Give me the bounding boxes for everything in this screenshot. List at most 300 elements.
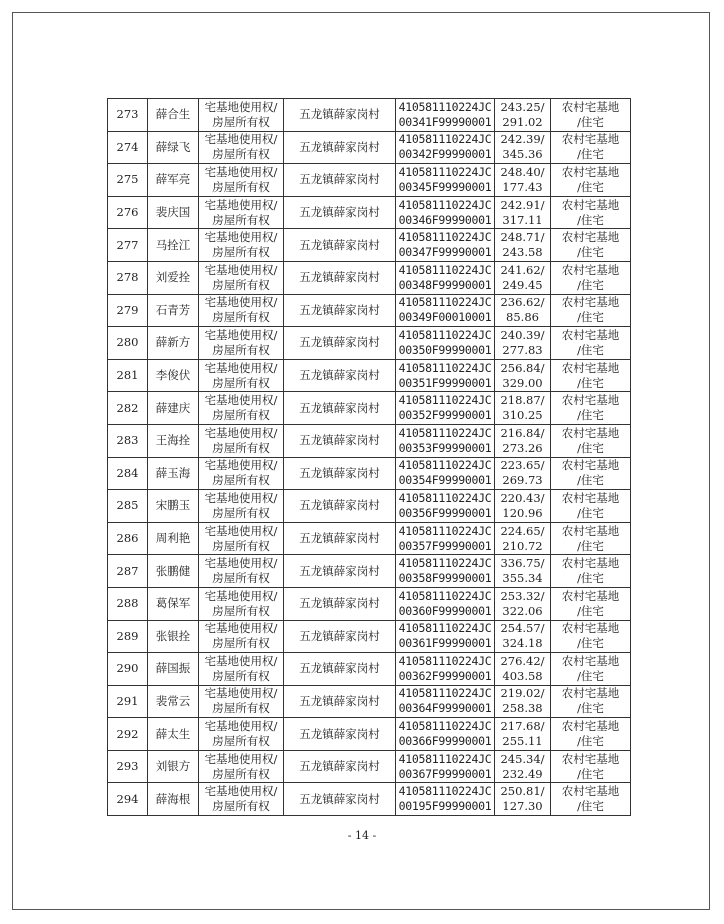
usage-line: 农村宅基地 bbox=[561, 523, 620, 538]
row-number-cell: 290 bbox=[108, 653, 148, 686]
unit-code-cell bbox=[396, 164, 495, 197]
unit-code-cell bbox=[396, 196, 495, 229]
row-number-cell: 292 bbox=[108, 718, 148, 751]
unit-code-line: 410581110224JC bbox=[398, 99, 492, 114]
owner-name-cell: 刘银方 bbox=[148, 750, 199, 783]
usage-line: /住宅 bbox=[577, 668, 604, 683]
table-row bbox=[108, 196, 631, 229]
table-row bbox=[108, 457, 631, 490]
unit-code-line: 00348F99990001 bbox=[398, 277, 492, 292]
unit-code-line: 410581110224JC bbox=[398, 164, 492, 179]
unit-code-line: 410581110224JC bbox=[398, 327, 492, 342]
row-number-cell: 277 bbox=[108, 229, 148, 262]
table-row bbox=[108, 359, 631, 392]
area-line: 224.65/ bbox=[500, 523, 545, 538]
unit-code-line: 410581110224JC bbox=[398, 490, 492, 505]
right-type-cell bbox=[199, 718, 284, 751]
usage-line: /住宅 bbox=[577, 408, 604, 423]
right-type-cell bbox=[199, 555, 284, 588]
usage-line: 农村宅基地 bbox=[561, 295, 620, 310]
usage-line: /住宅 bbox=[577, 603, 604, 618]
area-line: 240.39/ bbox=[500, 327, 545, 342]
unit-code-line: 00353F99990001 bbox=[398, 440, 492, 455]
right-type-line: 房屋所有权 bbox=[212, 212, 270, 227]
usage-cell bbox=[551, 131, 631, 164]
right-type-line: 宅基地使用权/ bbox=[204, 719, 278, 734]
right-type-cell bbox=[199, 424, 284, 457]
owner-name-cell: 薛合生 bbox=[148, 99, 199, 132]
location-cell: 五龙镇薛家岗村 bbox=[284, 424, 396, 457]
table-row bbox=[108, 490, 631, 523]
unit-code-line: 00354F99990001 bbox=[398, 473, 492, 488]
location-cell: 五龙镇薛家岗村 bbox=[284, 718, 396, 751]
area-line: 277.83 bbox=[502, 342, 543, 357]
right-type-line: 宅基地使用权/ bbox=[204, 653, 278, 668]
area-cell bbox=[495, 457, 551, 490]
row-number-cell: 286 bbox=[108, 522, 148, 555]
right-type-cell bbox=[199, 359, 284, 392]
usage-line: 农村宅基地 bbox=[561, 784, 620, 799]
table-row bbox=[108, 783, 631, 816]
right-type-line: 宅基地使用权/ bbox=[204, 164, 278, 179]
row-number-cell: 279 bbox=[108, 294, 148, 327]
unit-code-cell bbox=[396, 294, 495, 327]
right-type-cell bbox=[199, 620, 284, 653]
right-type-cell bbox=[199, 294, 284, 327]
right-type-cell bbox=[199, 327, 284, 360]
right-type-line: 房屋所有权 bbox=[212, 668, 270, 683]
row-number-cell: 282 bbox=[108, 392, 148, 425]
page-number: - 14 - bbox=[347, 829, 377, 842]
right-type-cell bbox=[199, 99, 284, 132]
usage-line: /住宅 bbox=[577, 179, 604, 194]
usage-line: 农村宅基地 bbox=[561, 751, 620, 766]
unit-code-cell bbox=[396, 131, 495, 164]
right-type-line: 宅基地使用权/ bbox=[204, 295, 278, 310]
right-type-line: 房屋所有权 bbox=[212, 505, 270, 520]
unit-code-line: 00357F99990001 bbox=[398, 538, 492, 553]
area-line: 236.62/ bbox=[500, 295, 545, 310]
area-cell bbox=[495, 99, 551, 132]
area-line: 273.26 bbox=[502, 440, 543, 455]
area-cell bbox=[495, 294, 551, 327]
area-line: 403.58 bbox=[502, 668, 543, 683]
location-cell: 五龙镇薛家岗村 bbox=[284, 783, 396, 816]
area-line: 232.49 bbox=[502, 766, 543, 781]
owner-name-cell: 马拴江 bbox=[148, 229, 199, 262]
area-line: 250.81/ bbox=[500, 784, 545, 799]
right-type-line: 宅基地使用权/ bbox=[204, 490, 278, 505]
table-row bbox=[108, 131, 631, 164]
usage-line: /住宅 bbox=[577, 701, 604, 716]
row-number-cell: 283 bbox=[108, 424, 148, 457]
usage-line: 农村宅基地 bbox=[561, 393, 620, 408]
usage-line: /住宅 bbox=[577, 473, 604, 488]
right-type-line: 宅基地使用权/ bbox=[204, 360, 278, 375]
area-line: 249.45 bbox=[502, 277, 543, 292]
usage-cell bbox=[551, 750, 631, 783]
unit-code-line: 00345F99990001 bbox=[398, 179, 492, 194]
right-type-line: 房屋所有权 bbox=[212, 375, 270, 390]
usage-cell bbox=[551, 229, 631, 262]
owner-name-cell: 薛海根 bbox=[148, 783, 199, 816]
right-type-line: 房屋所有权 bbox=[212, 603, 270, 618]
area-cell bbox=[495, 359, 551, 392]
row-number-cell: 273 bbox=[108, 99, 148, 132]
unit-code-line: 00346F99990001 bbox=[398, 212, 492, 227]
table-row bbox=[108, 424, 631, 457]
area-line: 336.75/ bbox=[500, 556, 545, 571]
unit-code-line: 410581110224JC bbox=[398, 360, 492, 375]
table-row bbox=[108, 555, 631, 588]
right-type-cell bbox=[199, 783, 284, 816]
usage-line: /住宅 bbox=[577, 571, 604, 586]
usage-line: 农村宅基地 bbox=[561, 556, 620, 571]
area-cell bbox=[495, 327, 551, 360]
location-cell: 五龙镇薛家岗村 bbox=[284, 750, 396, 783]
area-line: 242.39/ bbox=[500, 132, 545, 147]
table-row bbox=[108, 718, 631, 751]
location-cell: 五龙镇薛家岗村 bbox=[284, 261, 396, 294]
unit-code-line: 00352F99990001 bbox=[398, 408, 492, 423]
right-type-cell bbox=[199, 587, 284, 620]
usage-cell bbox=[551, 294, 631, 327]
right-type-line: 房屋所有权 bbox=[212, 440, 270, 455]
unit-code-line: 00362F99990001 bbox=[398, 668, 492, 683]
usage-line: 农村宅基地 bbox=[561, 197, 620, 212]
owner-name-cell: 薛国振 bbox=[148, 653, 199, 686]
table-row bbox=[108, 587, 631, 620]
usage-line: 农村宅基地 bbox=[561, 99, 620, 114]
right-type-cell bbox=[199, 685, 284, 718]
property-registry-table bbox=[107, 98, 631, 816]
right-type-line: 房屋所有权 bbox=[212, 766, 270, 781]
right-type-line: 房屋所有权 bbox=[212, 342, 270, 357]
usage-cell bbox=[551, 490, 631, 523]
area-cell bbox=[495, 424, 551, 457]
area-line: 258.38 bbox=[502, 701, 543, 716]
unit-code-cell bbox=[396, 359, 495, 392]
usage-cell bbox=[551, 653, 631, 686]
unit-code-line: 410581110224JC bbox=[398, 132, 492, 147]
area-line: 291.02 bbox=[502, 114, 543, 129]
usage-line: 农村宅基地 bbox=[561, 262, 620, 277]
unit-code-line: 00342F99990001 bbox=[398, 147, 492, 162]
right-type-line: 房屋所有权 bbox=[212, 310, 270, 325]
table-body bbox=[108, 99, 631, 816]
unit-code-line: 00360F99990001 bbox=[398, 603, 492, 618]
owner-name-cell: 裴常云 bbox=[148, 685, 199, 718]
right-type-line: 宅基地使用权/ bbox=[204, 784, 278, 799]
area-line: 254.57/ bbox=[500, 621, 545, 636]
unit-code-cell bbox=[396, 685, 495, 718]
right-type-line: 宅基地使用权/ bbox=[204, 197, 278, 212]
row-number-cell: 276 bbox=[108, 196, 148, 229]
usage-cell bbox=[551, 522, 631, 555]
unit-code-line: 00361F99990001 bbox=[398, 636, 492, 651]
unit-code-cell bbox=[396, 555, 495, 588]
right-type-line: 宅基地使用权/ bbox=[204, 751, 278, 766]
owner-name-cell: 石青芳 bbox=[148, 294, 199, 327]
row-number-cell: 275 bbox=[108, 164, 148, 197]
area-line: 324.18 bbox=[502, 636, 543, 651]
usage-cell bbox=[551, 327, 631, 360]
table-row bbox=[108, 229, 631, 262]
owner-name-cell: 张鹏健 bbox=[148, 555, 199, 588]
right-type-line: 房屋所有权 bbox=[212, 179, 270, 194]
owner-name-cell: 宋鹏玉 bbox=[148, 490, 199, 523]
owner-name-cell: 葛保军 bbox=[148, 587, 199, 620]
usage-line: 农村宅基地 bbox=[561, 588, 620, 603]
unit-code-line: 410581110224JC bbox=[398, 621, 492, 636]
usage-cell bbox=[551, 718, 631, 751]
row-number-cell: 285 bbox=[108, 490, 148, 523]
usage-line: /住宅 bbox=[577, 245, 604, 260]
area-cell bbox=[495, 196, 551, 229]
usage-cell bbox=[551, 424, 631, 457]
unit-code-line: 00366F99990001 bbox=[398, 734, 492, 749]
right-type-line: 房屋所有权 bbox=[212, 701, 270, 716]
usage-line: 农村宅基地 bbox=[561, 230, 620, 245]
unit-code-line: 00351F99990001 bbox=[398, 375, 492, 390]
row-number-cell: 294 bbox=[108, 783, 148, 816]
area-line: 210.72 bbox=[502, 538, 543, 553]
usage-line: /住宅 bbox=[577, 375, 604, 390]
row-number-cell: 280 bbox=[108, 327, 148, 360]
area-line: 245.34/ bbox=[500, 751, 545, 766]
unit-code-line: 00347F99990001 bbox=[398, 245, 492, 260]
usage-cell bbox=[551, 457, 631, 490]
area-line: 355.34 bbox=[502, 571, 543, 586]
table-row bbox=[108, 261, 631, 294]
row-number-cell: 289 bbox=[108, 620, 148, 653]
unit-code-cell bbox=[396, 229, 495, 262]
row-number-cell: 288 bbox=[108, 587, 148, 620]
unit-code-line: 410581110224JC bbox=[398, 751, 492, 766]
area-line: 220.43/ bbox=[500, 490, 545, 505]
right-type-line: 房屋所有权 bbox=[212, 636, 270, 651]
right-type-cell bbox=[199, 457, 284, 490]
right-type-line: 房屋所有权 bbox=[212, 538, 270, 553]
row-number-cell: 287 bbox=[108, 555, 148, 588]
row-number-cell: 293 bbox=[108, 750, 148, 783]
location-cell: 五龙镇薛家岗村 bbox=[284, 196, 396, 229]
area-cell bbox=[495, 229, 551, 262]
usage-cell bbox=[551, 99, 631, 132]
table-row bbox=[108, 620, 631, 653]
owner-name-cell: 张银拴 bbox=[148, 620, 199, 653]
area-line: 317.11 bbox=[502, 212, 543, 227]
right-type-cell bbox=[199, 196, 284, 229]
usage-line: /住宅 bbox=[577, 277, 604, 292]
area-cell bbox=[495, 685, 551, 718]
unit-code-cell bbox=[396, 327, 495, 360]
unit-code-line: 410581110224JC bbox=[398, 784, 492, 799]
usage-line: 农村宅基地 bbox=[561, 360, 620, 375]
area-line: 241.62/ bbox=[500, 262, 545, 277]
right-type-line: 房屋所有权 bbox=[212, 799, 270, 814]
area-cell bbox=[495, 587, 551, 620]
unit-code-cell bbox=[396, 490, 495, 523]
unit-code-line: 410581110224JC bbox=[398, 230, 492, 245]
area-line: 120.96 bbox=[502, 505, 543, 520]
unit-code-cell bbox=[396, 653, 495, 686]
unit-code-line: 410581110224JC bbox=[398, 686, 492, 701]
owner-name-cell: 李俊伏 bbox=[148, 359, 199, 392]
usage-cell bbox=[551, 685, 631, 718]
right-type-cell bbox=[199, 750, 284, 783]
owner-name-cell: 薛玉海 bbox=[148, 457, 199, 490]
table-row bbox=[108, 750, 631, 783]
area-cell bbox=[495, 718, 551, 751]
area-line: 217.68/ bbox=[500, 719, 545, 734]
unit-code-cell bbox=[396, 392, 495, 425]
location-cell: 五龙镇薛家岗村 bbox=[284, 131, 396, 164]
location-cell: 五龙镇薛家岗村 bbox=[284, 99, 396, 132]
location-cell: 五龙镇薛家岗村 bbox=[284, 587, 396, 620]
unit-code-line: 410581110224JC bbox=[398, 393, 492, 408]
right-type-line: 房屋所有权 bbox=[212, 734, 270, 749]
row-number-cell: 274 bbox=[108, 131, 148, 164]
area-line: 216.84/ bbox=[500, 425, 545, 440]
unit-code-cell bbox=[396, 587, 495, 620]
owner-name-cell: 刘爱拴 bbox=[148, 261, 199, 294]
usage-cell bbox=[551, 164, 631, 197]
location-cell: 五龙镇薛家岗村 bbox=[284, 653, 396, 686]
location-cell: 五龙镇薛家岗村 bbox=[284, 164, 396, 197]
unit-code-line: 410581110224JC bbox=[398, 523, 492, 538]
table-row bbox=[108, 327, 631, 360]
unit-code-cell bbox=[396, 424, 495, 457]
usage-line: /住宅 bbox=[577, 799, 604, 814]
unit-code-cell bbox=[396, 750, 495, 783]
usage-cell bbox=[551, 392, 631, 425]
right-type-line: 宅基地使用权/ bbox=[204, 262, 278, 277]
area-cell bbox=[495, 555, 551, 588]
area-cell bbox=[495, 620, 551, 653]
usage-line: 农村宅基地 bbox=[561, 490, 620, 505]
unit-code-line: 00349F00010001 bbox=[398, 310, 492, 325]
right-type-cell bbox=[199, 131, 284, 164]
unit-code-cell bbox=[396, 620, 495, 653]
area-line: 322.06 bbox=[502, 603, 543, 618]
area-line: 253.32/ bbox=[500, 588, 545, 603]
unit-code-line: 00350F99990001 bbox=[398, 342, 492, 357]
location-cell: 五龙镇薛家岗村 bbox=[284, 685, 396, 718]
area-cell bbox=[495, 653, 551, 686]
right-type-line: 宅基地使用权/ bbox=[204, 425, 278, 440]
right-type-cell bbox=[199, 392, 284, 425]
unit-code-line: 00364F99990001 bbox=[398, 701, 492, 716]
table-row bbox=[108, 685, 631, 718]
usage-line: 农村宅基地 bbox=[561, 425, 620, 440]
area-line: 85.86 bbox=[506, 310, 539, 325]
location-cell: 五龙镇薛家岗村 bbox=[284, 490, 396, 523]
right-type-line: 宅基地使用权/ bbox=[204, 523, 278, 538]
table-row bbox=[108, 392, 631, 425]
owner-name-cell: 薛建庆 bbox=[148, 392, 199, 425]
right-type-line: 房屋所有权 bbox=[212, 277, 270, 292]
area-cell bbox=[495, 131, 551, 164]
usage-line: 农村宅基地 bbox=[561, 621, 620, 636]
usage-line: /住宅 bbox=[577, 114, 604, 129]
right-type-line: 房屋所有权 bbox=[212, 473, 270, 488]
usage-line: /住宅 bbox=[577, 440, 604, 455]
unit-code-line: 00195F99990001 bbox=[398, 799, 492, 814]
usage-line: 农村宅基地 bbox=[561, 132, 620, 147]
area-line: 243.25/ bbox=[500, 99, 545, 114]
unit-code-line: 00356F99990001 bbox=[398, 505, 492, 520]
area-cell bbox=[495, 522, 551, 555]
area-line: 177.43 bbox=[502, 179, 543, 194]
location-cell: 五龙镇薛家岗村 bbox=[284, 620, 396, 653]
right-type-cell bbox=[199, 229, 284, 262]
location-cell: 五龙镇薛家岗村 bbox=[284, 327, 396, 360]
usage-line: /住宅 bbox=[577, 147, 604, 162]
right-type-cell bbox=[199, 490, 284, 523]
usage-line: /住宅 bbox=[577, 766, 604, 781]
area-line: 276.42/ bbox=[500, 653, 545, 668]
right-type-line: 宅基地使用权/ bbox=[204, 588, 278, 603]
unit-code-line: 00367F99990001 bbox=[398, 766, 492, 781]
row-number-cell: 281 bbox=[108, 359, 148, 392]
unit-code-cell bbox=[396, 522, 495, 555]
area-line: 255.11 bbox=[502, 734, 543, 749]
right-type-line: 房屋所有权 bbox=[212, 408, 270, 423]
unit-code-line: 410581110224JC bbox=[398, 653, 492, 668]
right-type-cell bbox=[199, 522, 284, 555]
table-row bbox=[108, 164, 631, 197]
owner-name-cell: 王海拴 bbox=[148, 424, 199, 457]
usage-line: 农村宅基地 bbox=[561, 653, 620, 668]
right-type-line: 宅基地使用权/ bbox=[204, 686, 278, 701]
unit-code-line: 410581110224JC bbox=[398, 425, 492, 440]
usage-line: /住宅 bbox=[577, 310, 604, 325]
area-cell bbox=[495, 261, 551, 294]
area-line: 219.02/ bbox=[500, 686, 545, 701]
usage-cell bbox=[551, 555, 631, 588]
usage-cell bbox=[551, 783, 631, 816]
area-cell bbox=[495, 164, 551, 197]
unit-code-line: 00358F99990001 bbox=[398, 571, 492, 586]
usage-line: 农村宅基地 bbox=[561, 164, 620, 179]
area-line: 242.91/ bbox=[500, 197, 545, 212]
right-type-line: 宅基地使用权/ bbox=[204, 621, 278, 636]
unit-code-line: 410581110224JC bbox=[398, 458, 492, 473]
area-line: 243.58 bbox=[502, 245, 543, 260]
owner-name-cell: 薛绿飞 bbox=[148, 131, 199, 164]
area-cell bbox=[495, 490, 551, 523]
location-cell: 五龙镇薛家岗村 bbox=[284, 359, 396, 392]
area-line: 223.65/ bbox=[500, 458, 545, 473]
area-cell bbox=[495, 783, 551, 816]
location-cell: 五龙镇薛家岗村 bbox=[284, 457, 396, 490]
right-type-cell bbox=[199, 164, 284, 197]
owner-name-cell: 薛新方 bbox=[148, 327, 199, 360]
unit-code-line: 410581110224JC bbox=[398, 262, 492, 277]
usage-cell bbox=[551, 359, 631, 392]
usage-line: /住宅 bbox=[577, 342, 604, 357]
usage-line: /住宅 bbox=[577, 636, 604, 651]
table-row bbox=[108, 522, 631, 555]
unit-code-cell bbox=[396, 99, 495, 132]
right-type-line: 房屋所有权 bbox=[212, 147, 270, 162]
location-cell: 五龙镇薛家岗村 bbox=[284, 555, 396, 588]
usage-line: 农村宅基地 bbox=[561, 719, 620, 734]
area-line: 329.00 bbox=[502, 375, 543, 390]
unit-code-cell bbox=[396, 261, 495, 294]
unit-code-line: 410581110224JC bbox=[398, 719, 492, 734]
